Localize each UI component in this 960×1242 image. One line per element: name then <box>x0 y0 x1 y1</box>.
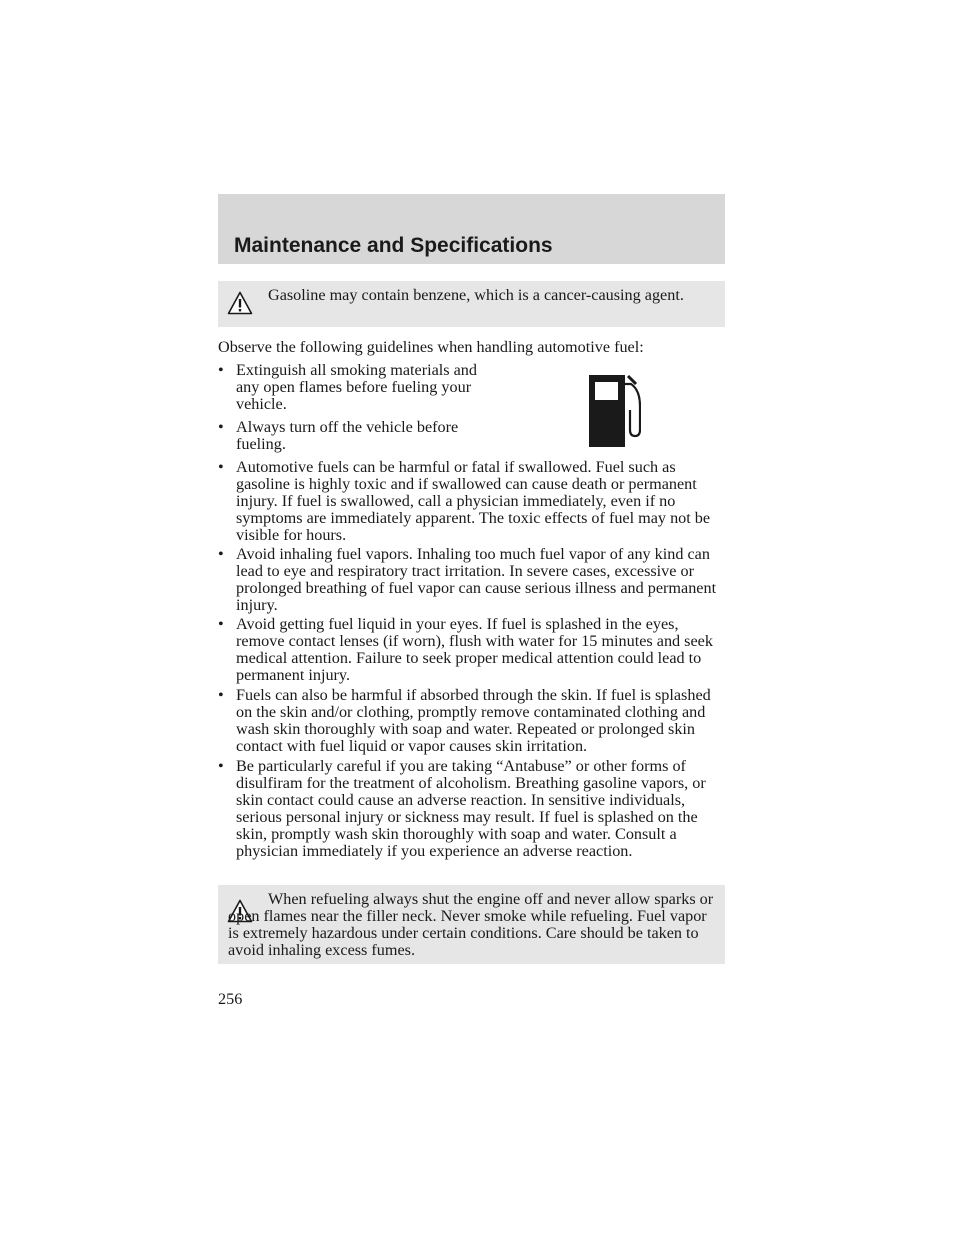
bullet-dot: • <box>218 686 224 704</box>
warning-text: When refueling always shut the engine off and never allow sparks or open flames near the filler neck. Never smoke while refueling. Fuel vapor is extremely hazardous under certain conditions. Care should be taken to avoid inhaling excess fumes. <box>228 890 714 959</box>
bullet-dot: • <box>218 418 224 436</box>
bullet-dot: • <box>218 757 224 775</box>
bullet-dot: • <box>218 458 224 476</box>
list-item-text: Always turn off the vehicle before fueling. <box>236 418 459 453</box>
list-item-text: Avoid inhaling fuel vapors. Inhaling too much fuel vapor of any kind can lead to eye and respiratory tract irritation. In severe cases, excessive or prolonged breathing of fuel vapor can cause serious illness and permanent injury. <box>236 545 717 614</box>
section-title: Maintenance and Specifications <box>234 234 553 257</box>
intro-paragraph: Observe the following guidelines when handling automotive fuel: <box>218 338 644 356</box>
bullet-dot: • <box>218 361 224 379</box>
list-item-text: Extinguish all smoking materials and any open flames before fueling your vehicle. <box>236 361 477 413</box>
list-item-text: Avoid getting fuel liquid in your eyes. If fuel is splashed in the eyes, remove contact lenses (if worn), flush with water for 15 minutes and seek medical attention. Failure to seek proper medical attention could lead to permanent injury. <box>236 615 713 684</box>
warning-box-benzene <box>218 281 725 327</box>
warning-triangle-icon <box>227 291 253 315</box>
list-item-text: Fuels can also be harmful if absorbed through the skin. If fuel is splashed on the skin and/or clothing, promptly remove contaminated clothing and wash skin thoroughly with soap and water. Repeated or prolonged skin contact with fuel liquid or vapor causes skin irritation. <box>236 686 711 755</box>
section-header <box>218 194 725 264</box>
fuel-pump-icon <box>589 374 641 448</box>
list-item-text: Be particularly careful if you are taking “Antabuse” or other forms of disulfiram for the treatment of alcoholism. Breathing gasoline vapors, or skin contact could cause an adverse reaction. In sensitive individuals, serious personal injury or sickness may result. If fuel is splashed on the skin, promptly wash skin thoroughly with soap and water. Consult a physician immediately if you experience an adverse reaction. <box>236 757 706 860</box>
list-item-text: Automotive fuels can be harmful or fatal if swallowed. Fuel such as gasoline is highly toxic and if swallowed can cause death or permanent injury. If fuel is swallowed, call a physician immediately, even if no symptoms are immediately apparent. The toxic effects of fuel may not be visible for hours. <box>236 458 711 544</box>
bullet-dot: • <box>218 545 224 563</box>
page-number: 256 <box>218 990 243 1008</box>
warning-text: Gasoline may contain benzene, which is a cancer-causing agent. <box>268 286 684 304</box>
bullet-dot: • <box>218 615 224 633</box>
warning-box-refueling <box>218 885 725 964</box>
